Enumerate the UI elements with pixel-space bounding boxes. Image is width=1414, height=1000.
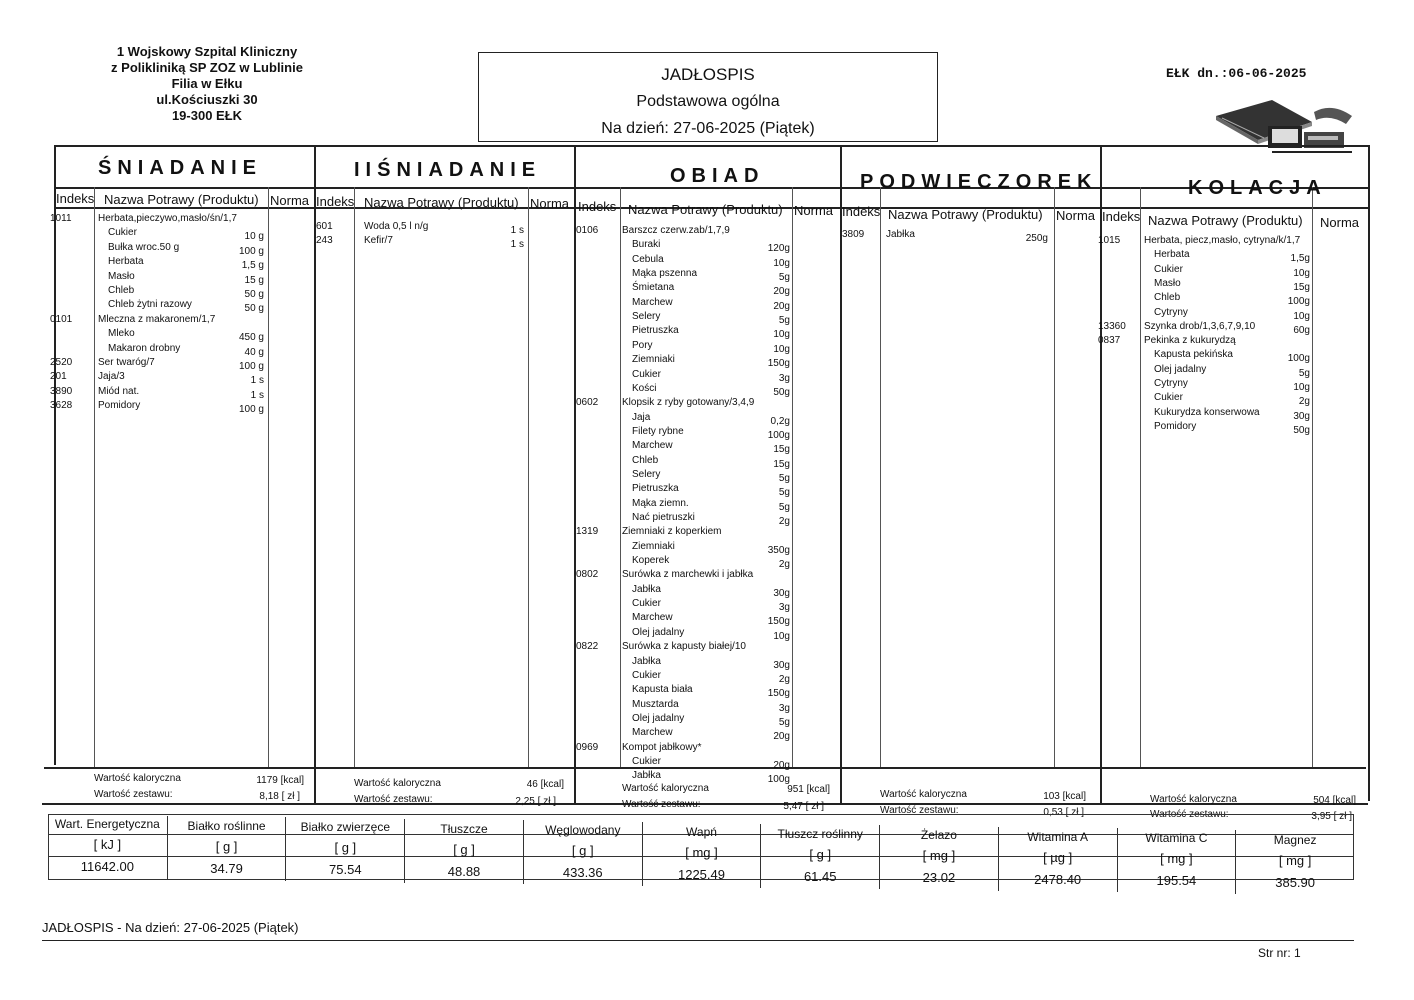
nutrient-label: Białko zwierzęce [300,820,390,835]
nutrient-unit: [ kJ ] [93,837,122,852]
ingredient-norm: 100g [767,774,790,786]
issue-date: EŁK dn.:06-06-2025 [1166,66,1307,81]
ingredient-norm: 10g [773,257,790,269]
ingredient-name: Selery [632,468,661,480]
ingredient-name: Śmietana [632,282,675,294]
ingredient-name: Cukier [632,669,661,681]
cost-value: 8,18 [ zł ] [259,791,300,802]
dish-name: Szynka drob/1,3,6,7,9,10 [1144,320,1256,332]
ingredient-name: Cukier [632,598,661,610]
nutrient-label: Wart. Energetyczna [54,817,160,831]
dish-name: Herbata,pieczywo,masło/śn/1,7 [98,213,237,224]
hospital-address [92,44,322,124]
ingredient-norm: 10g [1293,382,1310,393]
nutrition-cell [48,814,167,878]
col-header-index: Indeks [1102,209,1141,224]
nutrient-unit: [ g ] [453,841,475,857]
row-index: 0837 [1098,335,1121,347]
row-index: 3890 [50,385,73,397]
col-header-norm: Norma [794,203,834,218]
nutrient-label: Tłuszcz roślinny [777,826,863,841]
calories-label: Wartość kaloryczna [622,783,709,794]
ingredient-norm: 20g [773,300,790,312]
ingredient-norm: 100g [1287,296,1310,308]
ingredient-norm: 3g [778,372,790,384]
ingredient-norm: 15g [773,458,790,470]
nutrient-value: 61.45 [803,868,837,884]
dish-name: Miód nat. [98,385,140,397]
nutrient-label: Żelazo [920,828,957,843]
nutrient-value: 75.54 [329,862,362,878]
meal-title-second-breakfast: IIŚNIADANIE [354,159,542,181]
dish-name: Woda 0,5 l n/g [364,221,429,232]
ingredient-norm: 150g [767,688,790,700]
ingredient-name: Kapusta biała [632,684,693,696]
nutrition-cell [760,824,879,888]
nutrient-label: Tłuszcze [440,821,488,836]
ingredient-norm: 350g [767,544,790,556]
nutrition-cell [1117,828,1236,892]
cost-label: Wartość zestawu: [622,799,701,810]
row-index: 0822 [576,641,599,653]
ingredient-name: Masło [1154,277,1181,289]
ingredient-norm: 2g [778,673,790,685]
ingredient-name: Cukier [1154,263,1183,275]
nutrition-cell [404,819,523,883]
nutrient-value: 433.36 [562,865,603,881]
ingredient-norm: 2g [1298,396,1310,408]
col-header-name: Nazwa Potrawy (Produktu) [1148,213,1303,228]
document-title: JADŁOSPIS [661,65,755,84]
ingredient-name: Chleb [1154,292,1181,304]
cost-value: 3,95 [ zł ] [1311,811,1352,822]
dish-name: Kompot jabłkowy* [622,741,702,753]
dish-name: Pekinka z kukurydzą [1144,335,1236,347]
nutrient-label: Wapń [686,825,717,839]
ingredient-norm: 1 s [250,389,264,401]
col-header-name: Nazwa Potrawy (Produktu) [888,207,1043,222]
ingredient-norm: 5g [778,501,790,513]
ingredient-norm: 450 g [238,332,264,344]
cost-label: Wartość zestawu: [94,789,173,800]
ingredient-name: Buraki [632,239,661,251]
ingredient-name: Pomidory [1154,420,1197,432]
ingredient-norm: 100 g [238,245,264,257]
nutrition-cell [523,820,642,884]
ingredient-norm: 2g [778,559,790,571]
title-box [478,52,938,142]
ingredient-name: Cukier [632,368,661,380]
hospital-line: 19-300 EŁK [171,108,243,123]
nutrition-cell [642,822,761,886]
ingredient-norm: 50 g [244,289,264,300]
ingredient-norm: 20g [773,759,790,771]
nutrient-value: 48.88 [447,863,481,879]
ingredient-norm: 1,5g [1290,253,1310,265]
ingredient-norm: 3g [778,702,790,714]
ingredient-name: Chleb żytni razowy [108,299,192,311]
cost-label: Wartość zestawu: [880,805,959,816]
col-header-norm: Norma [530,196,570,211]
calories-value: 1179 [kcal] [256,775,304,786]
ingredient-norm: 50 g [244,303,264,315]
calories-label: Wartość kaloryczna [354,778,441,789]
ingredient-norm: 10g [773,343,790,355]
row-index: 0602 [576,397,599,409]
ingredient-norm: 5g [778,315,790,327]
dish-name: Jaja/3 [98,371,125,383]
ingredient-norm: 60g [1293,324,1310,336]
dish-name: Surówka z kapusty białej/10 [622,641,746,653]
nutrient-value: 1225.49 [677,867,725,882]
menu-table [48,145,1370,822]
ingredient-norm: 1 s [510,225,524,236]
meal-title-breakfast: ŚNIADANIE [98,157,263,179]
row-index: 601 [316,221,333,232]
ingredient-name: Kukurydza konserwowa [1154,406,1260,418]
ingredient-norm: 10 g [244,231,264,243]
ingredient-name: Marchew [632,727,673,739]
nutrient-unit: [ g ] [215,838,238,854]
dish-name: Barszcz czerw.zab/1,7,9 [622,225,730,236]
calories-label: Wartość kaloryczna [880,789,967,800]
meal-title-lunch: OBIAD [670,165,765,187]
ingredient-norm: 5g [778,272,790,284]
footer-divider [42,940,1354,941]
nutrition-cell [1235,830,1354,894]
dish-name: Jabłka [886,229,915,240]
dish-name: Ser twaróg/7 [98,357,155,368]
ingredient-name: Herbata [1154,249,1190,261]
ingredient-name: Kapusta pekińska [1154,349,1233,361]
cost-value: 5,47 [ zł ] [783,801,824,812]
ingredient-name: Olej jadalny [632,712,685,724]
ingredient-norm: 20g [773,286,790,298]
ingredient-norm: 10g [773,630,790,642]
ingredient-name: Jabłka [632,583,661,595]
ingredient-name: Makaron drobny [108,342,181,354]
calories-value: 46 [kcal] [526,779,564,790]
ingredient-name: Pory [632,339,653,351]
ingredient-norm: 5g [778,472,790,484]
ingredient-norm: 120g [767,243,790,255]
ingredient-name: Cytryny [1154,378,1188,389]
row-index: 243 [316,235,333,247]
ingredient-norm: 5g [1298,367,1310,379]
ingredient-name: Filety rybne [632,425,684,437]
ingredient-name: Cukier [1154,392,1183,404]
hospital-line: z Polikliniką SP ZOZ w Lublinie [111,60,303,75]
ingredient-norm: 3g [778,602,790,614]
nutrient-unit: [ g ] [571,843,594,859]
nutrient-value: 2478.40 [1034,871,1082,887]
row-index: 0969 [576,741,599,753]
ingredient-norm: 15g [773,444,790,456]
ingredient-name: Mleko [108,328,135,340]
nutrient-label: Witamina C [1145,831,1208,846]
ingredient-name: Selery [632,311,661,323]
dish-name: Mleczna z makaronem/1,7 [98,313,216,325]
calories-label: Wartość kaloryczna [1150,794,1237,805]
ingredient-norm: 2g [778,516,790,527]
ingredient-name: Olej jadalny [1154,363,1207,375]
footer-text: JADŁOSPIS - Na dzień: 27-06-2025 (Piątek) [42,920,299,935]
ingredient-norm: 20g [773,731,790,743]
ingredient-name: Marchew [632,612,673,624]
ingredient-norm: 1 s [510,239,524,251]
col-header-norm: Norma [1056,208,1096,223]
ingredient-name: Mąka ziemn. [632,497,689,509]
dish-name: Kefir/7 [364,235,393,247]
meal-title-supper: KOLACJA [1188,177,1327,199]
ingredient-name: Marchew [632,296,673,308]
nutrient-unit: [ g ] [809,846,832,862]
ingredient-name: Jaja [632,411,651,423]
ingredient-name: Chleb [108,285,135,296]
nutrient-label: Węglowodany [545,823,621,838]
menu-date: Na dzień: 27-06-2025 (Piątek) [601,120,815,137]
ingredient-norm: 150g [767,616,790,628]
row-index: 1319 [576,526,599,538]
ingredient-name: Koperek [632,555,670,567]
col-header-norm: Norma [270,193,310,208]
cost-label: Wartość zestawu: [1150,809,1229,820]
ingredient-name: Cytryny [1154,306,1188,318]
ingredient-norm: 250g [1025,233,1048,244]
ingredient-name: Pietruszka [632,483,679,495]
ingredient-norm: 50g [1293,424,1310,436]
nutrient-value: 385.90 [1275,875,1315,890]
cost-value: 0,53 [ zł ] [1043,807,1084,818]
ingredient-name: Cukier [108,227,137,239]
row-index: 1011 [50,213,72,224]
ingredient-name: Bułka wroc.50 g [108,241,180,253]
ingredient-norm: 100 g [238,404,264,416]
calories-label: Wartość kaloryczna [94,773,181,784]
nutrient-unit: [ mg ] [1160,851,1193,867]
row-index: 0802 [576,569,599,581]
nutrient-unit: [ mg ] [1278,853,1312,868]
ingredient-norm: 0,2g [770,415,790,427]
hospital-line: Filia w Ełku [171,76,243,91]
ingredient-name: Cukier [632,755,661,767]
ingredient-name: Jabłka [632,655,661,667]
ingredient-name: Pietruszka [632,325,679,337]
row-index: 3809 [842,229,865,240]
ingredient-name: Marchew [632,440,673,452]
ingredient-norm: 100g [767,429,790,441]
ingredient-norm: 1 s [250,375,264,387]
ingredient-norm: 5g [778,716,790,728]
row-index: 0101 [50,313,73,325]
nutrition-cell [879,825,998,889]
hospital-line: ul.Kościuszki 30 [156,92,258,107]
col-header-name: Nazwa Potrawy (Produktu) [628,202,783,217]
nutrient-value: 34.79 [210,860,243,876]
ingredient-norm: 30g [773,659,790,671]
ingredient-norm: 1,5 g [241,260,264,272]
row-index: 201 [50,371,67,383]
calories-value: 504 [kcal] [1313,795,1356,806]
ingredient-norm: 30g [773,587,790,599]
calories-value: 951 [kcal] [787,784,830,795]
nutrient-label: Magnez [1273,833,1317,847]
ingredient-name: Ziemniaki [632,354,675,366]
col-header-name: Nazwa Potrawy (Produktu) [364,195,519,210]
hospital-line: 1 Wojskowy Szpital Kliniczny [116,44,298,59]
ingredient-name: Cebula [632,253,664,265]
meal-title-afternoon-snack: PODWIECZOREK [860,171,1098,193]
ingredient-name: Kości [632,382,657,394]
ingredient-norm: 10g [773,329,790,341]
diet-name: Podstawowa ogólna [636,93,780,110]
col-header-name: Nazwa Potrawy (Produktu) [104,192,259,207]
dish-name: Surówka z marchewki i jabłka [622,569,754,581]
ingredient-norm: 5g [778,487,790,499]
ingredient-norm: 50g [773,386,790,398]
row-index: 13360 [1098,320,1126,332]
nutrient-unit: [ µg ] [1043,849,1073,865]
nutrient-value: 195.54 [1156,873,1197,889]
ingredient-norm: 10g [1293,310,1310,322]
nutrient-value: 23.02 [922,870,956,886]
ingredient-name: Nać pietruszki [632,512,695,523]
ingredient-name: Herbata [108,256,144,268]
ingredient-norm: 15g [1293,281,1310,293]
cost-label: Wartość zestawu: [354,794,433,805]
ingredient-norm: 100 g [238,361,264,372]
row-index: 3628 [50,400,73,412]
cost-value: 2,25 [ zł ] [515,796,556,807]
nutrition-cell [167,816,286,880]
ingredient-name: Ziemniaki [632,540,675,552]
nutrient-label: Witamina A [1027,829,1089,844]
dish-name: Pomidory [98,400,141,412]
dish-name: Ziemniaki z koperkiem [622,526,722,538]
dish-name: Herbata, piecz,masło, cytryna/k/1,7 [1144,235,1301,246]
col-header-index: Indeks [842,204,881,219]
nutrient-unit: [ mg ] [685,845,718,860]
row-index: 0106 [576,225,599,236]
ingredient-norm: 40 g [244,346,264,358]
dish-name: Klopsik z ryby gotowany/3,4,9 [622,397,755,409]
ingredient-norm: 15 g [244,274,264,286]
ingredient-norm: 150g [767,358,790,370]
col-header-index: Indeks [578,199,617,214]
ingredient-name: Masło [108,270,135,282]
col-header-index: Indeks [316,194,355,209]
ingredient-name: Olej jadalny [632,626,685,638]
ingredient-norm: 30g [1293,410,1310,422]
col-header-norm: Norma [1320,215,1360,230]
nutrient-unit: [ mg ] [922,848,956,864]
nutrition-cell [285,817,404,881]
nutrient-value: 11642.00 [80,859,134,874]
ingredient-norm: 100g [1287,353,1310,365]
col-header-index: Indeks [56,191,95,206]
row-index: 1015 [1098,235,1121,246]
row-index: 2520 [50,357,73,368]
page-number: Str nr: 1 [1258,946,1301,960]
ingredient-name: Musztarda [632,698,679,710]
ingredient-norm: 10g [1293,267,1310,279]
calories-value: 103 [kcal] [1043,791,1086,802]
nutrient-unit: [ g ] [334,840,357,856]
nutrient-label: Białko roślinne [187,818,266,833]
ingredient-name: Jabłka [632,770,661,782]
nutrition-cell [998,827,1117,891]
ingredient-name: Mąka pszenna [632,268,698,280]
ingredient-name: Chleb [632,454,659,466]
nutrition-table [48,814,1354,890]
